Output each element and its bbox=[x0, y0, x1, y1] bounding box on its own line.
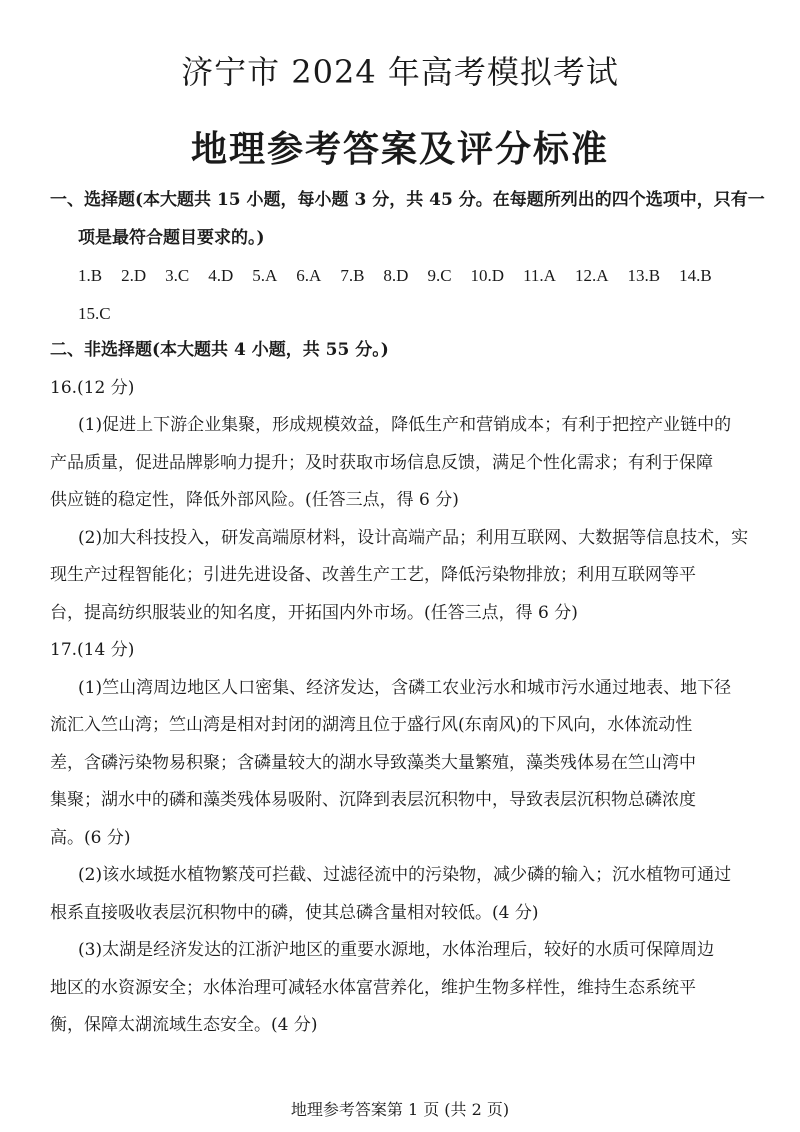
answer-item: 1.B bbox=[78, 266, 103, 285]
answer-item: 11.A bbox=[523, 266, 556, 285]
q17-answer2-line: 根系直接吸收表层沉积物中的磷，使其总磷含量相对较低。(4 分) bbox=[50, 902, 539, 923]
q16-heading: 16.(12 分) bbox=[50, 377, 135, 398]
answer-item: 2.D bbox=[121, 266, 147, 285]
q17-answer1-line: 流汇入竺山湾；竺山湾是相对封闭的湖湾且位于盛行风(东南风)的下风向，水体流动性 bbox=[50, 715, 693, 735]
q17-answer3-line: (3)太湖是经济发达的江浙沪地区的重要水源地，水体治理后，较好的水质可保障周边 bbox=[78, 940, 715, 960]
answer-item: 3.C bbox=[165, 266, 190, 285]
part1-heading-line1: 一、选择题(本大题共 15 小题，每小题 3 分，共 45 分。在每题所列出的四个选项中，只有一 bbox=[50, 190, 765, 210]
answer-item: 15.C bbox=[78, 303, 111, 323]
q17-heading: 17.(14 分) bbox=[50, 640, 135, 660]
q17-answer3-line: 地区的水资源安全；水体治理可减轻水体富营养化，维护生物多样性，维持生态系统平 bbox=[50, 977, 696, 998]
answer-item: 6.A bbox=[296, 266, 322, 285]
q17-answer1-line: 差，含磷污染物易积聚；含磷量较大的湖水导致藻类大量繁殖，藻类残体易在竺山湾中 bbox=[50, 752, 696, 773]
q16-answer2-line: (2)加大科技投入，研发高端原材料，设计高端产品；利用互联网、大数据等信息技术，实 bbox=[78, 527, 749, 548]
q16-answer2-line: 现生产过程智能化；引进先进设备、改善生产工艺，降低污染物排放；利用互联网等平 bbox=[50, 565, 696, 585]
answer-item: 7.B bbox=[340, 266, 365, 285]
q16-answer1-line: (1)促进上下游企业集聚，形成规模效益，降低生产和营销成本；有利于把控产业链中的 bbox=[78, 415, 732, 435]
q17-answer1-line: 集聚；湖水中的磷和藻类残体易吸附、沉降到表层沉积物中，导致表层沉积物总磷浓度 bbox=[50, 790, 696, 810]
answer-item: 8.D bbox=[383, 266, 409, 285]
answer-item: 9.C bbox=[427, 266, 452, 285]
q16-answer1-line: 供应链的稳定性，降低外部风险。(任答三点，得 6 分) bbox=[50, 490, 459, 510]
answer-item: 5.A bbox=[252, 266, 278, 285]
q16-answer1-line: 产品质量，促进品牌影响力提升；及时获取市场信息反馈，满足个性化需求；有利于保障 bbox=[50, 452, 713, 473]
part1-heading-line2: 项是最符合题目要求的。) bbox=[78, 227, 265, 248]
q17-answer3-line: 衡，保障太湖流域生态安全。(4 分) bbox=[50, 1015, 318, 1035]
answer-item: 12.A bbox=[574, 266, 609, 285]
q16-answer2-line: 台，提高纺织服装业的知名度，开拓国内外市场。(任答三点，得 6 分) bbox=[50, 602, 578, 623]
q17-answer1-line: (1)竺山湾周边地区人口密集、经济发达，含磷工农业污水和城市污水通过地表、地下径 bbox=[78, 677, 732, 698]
answer-item: 14.B bbox=[679, 266, 712, 285]
q17-answer2-line: (2)该水域挺水植物繁茂可拦截、过滤径流中的污染物，减少磷的输入；沉水植物可通过 bbox=[78, 865, 732, 885]
answer-item: 10.D bbox=[470, 266, 505, 285]
answer-key-title: 地理参考答案及评分标准 bbox=[190, 128, 609, 170]
answer-item: 4.D bbox=[208, 266, 234, 285]
choice-answers bbox=[50, 257, 750, 332]
part2-heading: 二、非选择题(本大题共 4 小题，共 55 分。) bbox=[50, 340, 389, 360]
answer-item: 13.B bbox=[627, 266, 661, 285]
page-footer: 地理参考答案第 1 页 (共 2 页) bbox=[290, 1100, 510, 1119]
exam-title: 济宁市 2024 年高考模拟考试 bbox=[181, 53, 619, 91]
q17-answer1-line: 高。(6 分) bbox=[50, 827, 131, 848]
